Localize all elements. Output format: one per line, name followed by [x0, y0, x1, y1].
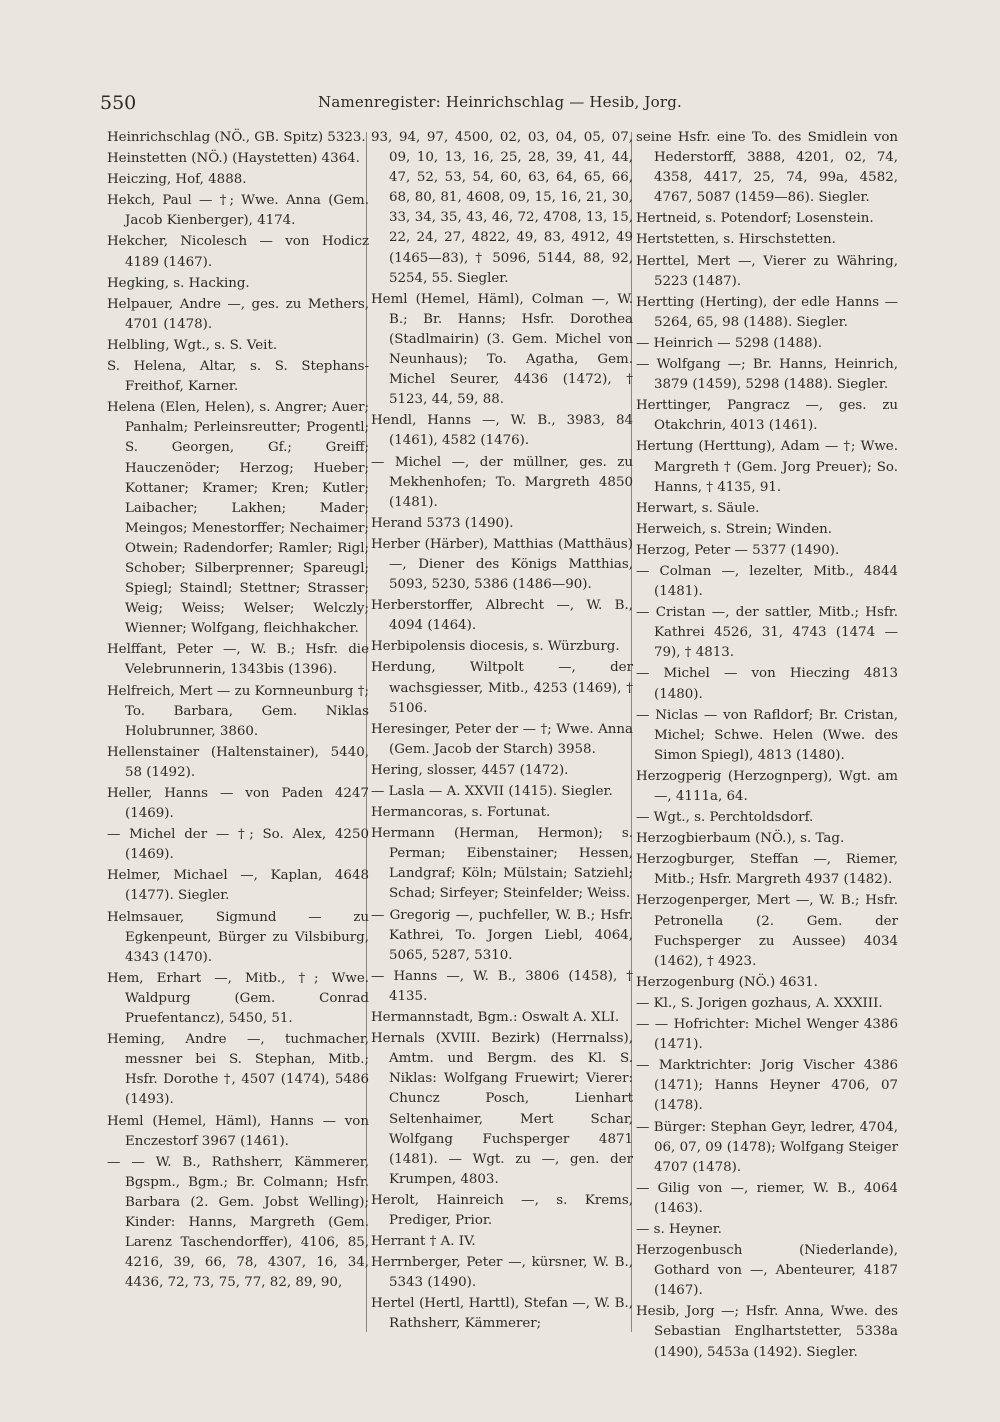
index-entry: Hering, slosser, 4457 (1472).	[371, 762, 569, 778]
index-entry: Hertung (Herttung), Adam — †; Wwe. Margreth † (Gem. Jorg Preuer); So. Hanns, † 4135, 91.	[636, 439, 898, 495]
index-entry: Hertel (Hertl, Harttl), Stefan —, W. B., Rathsherr, Kämmerer;	[371, 1296, 633, 1332]
index-entry: Heresinger, Peter der — †; Wwe. Anna (Gem. Jacob der Starch) 3958.	[371, 721, 633, 757]
index-entry: Hermann (Herman, Hermon); s. Perman; Eibenstainer; Hessen, Landgraf; Köln; Mülstain; Satziehl; Schad; Sirfeyer; Steinfelder; Weiss.	[371, 826, 633, 902]
index-entry: Herzogbierbaum (NÖ.), s. Tag.	[636, 831, 845, 847]
index-entry: Helmsauer, Sigmund — zu Egkenpeunt, Bürger zu Vilsbiburg, 4343 (1470).	[107, 909, 369, 965]
index-entry: — Michel der — †; So. Alex, 4250 (1469).	[107, 827, 369, 863]
index-entry: Herzogenburg (NÖ.) 4631.	[636, 974, 818, 990]
page-number: 550	[100, 92, 137, 114]
index-entry: — Heinrich — 5298 (1488).	[636, 335, 822, 351]
index-entry: Hellenstainer (Haltenstainer), 5440, 58 (1492).	[107, 744, 369, 780]
index-entry: Herdung, Wiltpolt —, der wachsgiesser, Mitb., 4253 (1469), † 5106.	[371, 660, 633, 716]
index-entry: Helbling, Wgt., s. S. Veit.	[107, 337, 278, 353]
index-entry: Hesib, Jorg —; Hsfr. Anna, Wwe. des Sebastian Englhartstetter, 5338a (1490), 5453a (1492). Siegler.	[636, 1304, 898, 1360]
index-entry: seine Hsfr. eine To. des Smidlein von Hederstorff, 3888, 4201, 02, 74, 4358, 4417, 25, 74, 99a, 4582, 4767, 5087 (1459—86). Siegler.	[636, 130, 898, 206]
index-entry: Helena (Elen, Helen), s. Angrer; Auer; Panhalm; Perleinsreutter; Progentl; S. Georgen, Gf.; Greiff; Hauczenöder; Herzog; Hueber; Kottaner; Kramer; Kren; Kutler; Laibacher; Lakhen; Mader; Meingos; Menestorffer; Nechaimer; Otwein; Radendorfer; Ramler; Rigl; Schober; Silberprenner; Spareugl; Spiegl; Staindl; Stettner; Strasser; Weig; Weiss; Welser; Welczly; Wienner; Wolfgang, fleichhakcher.	[107, 400, 369, 637]
index-entry: Herttinger, Pangracz —, ges. zu Otakchrin, 4013 (1461).	[636, 398, 898, 434]
index-column-3	[636, 128, 898, 1364]
index-entry: Herzogenperger, Mert —, W. B.; Hsfr. Petronella (2. Gem. der Fuchsperger zu Aussee) 4034 (1462), † 4923.	[636, 893, 898, 969]
index-entry: Herttel, Mert —, Vierer zu Währing, 5223 (1487).	[636, 253, 898, 289]
index-entry: — s. Heyner.	[636, 1221, 722, 1237]
index-entry: Helmer, Michael —, Kaplan, 4648 (1477). Siegler.	[107, 868, 369, 904]
index-entry: Helpauer, Andre —, ges. zu Methers, 4701 (1478).	[107, 296, 369, 332]
running-title: Namenregister: Heinrichschlag — Hesib, Jorg.	[318, 93, 682, 111]
index-entry: — Colman —, lezelter, Mitb., 4844 (1481).	[636, 563, 898, 600]
index-entry: Herberstorffer, Albrecht —, W. B., 4094 (1464).	[371, 598, 633, 634]
index-entry: Hermannstadt, Bgm.: Oswalt A. XLI.	[371, 1010, 620, 1026]
index-entry: Herrant † A. IV.	[371, 1234, 476, 1250]
index-entry: Heml (Hemel, Häml), Hanns — von Enczestorf 3967 (1461).	[107, 1113, 369, 1149]
index-entry: S. Helena, Altar, s. S. Stephans-Freithof, Karner.	[107, 359, 369, 395]
index-entry: Herzogenbusch (Niederlande), Gothard von —, Abenteurer, 4187 (1467).	[636, 1243, 898, 1299]
index-entry: Hem, Erhart —, Mitb., †; Wwe. Waldpurg (Gem. Conrad Pruefentancz), 5450, 51.	[107, 970, 369, 1027]
index-entry: Herzogburger, Steffan —, Riemer, Mitb.; Hsfr. Margreth 4937 (1482).	[636, 852, 898, 888]
index-entry: Hertneid, s. Potendorf; Losenstein.	[636, 211, 874, 227]
index-column-2	[371, 128, 633, 1336]
index-entry: — Kl., S. Jorigen gozhaus, A. XXXIII.	[636, 995, 883, 1011]
index-entry: Herzogperig (Herzognperg), Wgt. am —, 4111a, 64.	[636, 768, 898, 804]
index-entry: Heml (Hemel, Häml), Colman —, W. B.; Br. Hanns; Hsfr. Dorothea (Stadlmairin) (3. Gem. Michel von Neunhaus); To. Agatha, Gem. Michel Seurer, 4436 (1472), † 5123, 44, 59, 88.	[371, 291, 633, 408]
index-entry: — Marktrichter: Jorig Vischer 4386 (1471); Hanns Heyner 4706, 07 (1478).	[636, 1058, 898, 1114]
index-entry: Hermancoras, s. Fortunat.	[371, 805, 551, 821]
index-entry: Hertting (Herting), der edle Hanns — 5264, 65, 98 (1488). Siegler.	[636, 294, 898, 330]
index-entry: 93, 94, 97, 4500, 02, 03, 04, 05, 07, 09, 10, 13, 16, 25, 28, 39, 41, 44, 47, 52, 53, 54, 60, 63, 64, 65, 66, 68, 80, 81, 4608, 09, 15, 16, 21, 30, 33, 34, 35, 43, 46, 72, 4708, 13, 15, 22, 24, 27, 4822, 49, 83, 4912, 49 (1465—83), † 5096, 5144, 88, 92, 5254, 55. Siegler.	[371, 130, 633, 286]
index-entry: — Michel —, der müllner, ges. zu Mekhenhofen; To. Margreth 4850 (1481).	[371, 454, 633, 510]
index-entry: Heller, Hanns — von Paden 4247 (1469).	[107, 786, 369, 822]
index-entry: — — Hofrichter: Michel Wenger 4386 (1471).	[636, 1017, 898, 1053]
index-entry: Heinstetten (NÖ.) (Haystetten) 4364.	[107, 151, 360, 167]
index-entry: — Hanns —, W. B., 3806 (1458), † 4135.	[371, 968, 633, 1004]
index-entry: Hekch, Paul — †; Wwe. Anna (Gem. Jacob Kienberger), 4174.	[107, 193, 369, 229]
index-entry: — Wgt., s. Perchtoldsdorf.	[636, 810, 814, 826]
index-entry: Herolt, Hainreich —, s. Krems, Prediger, Prior.	[371, 1192, 633, 1228]
index-entry: Herweich, s. Strein; Winden.	[636, 521, 833, 537]
index-entry: — — W. B., Rathsherr, Kämmerer, Bgspm., Bgm.; Br. Colmann; Hsfr. Barbara (2. Gem. Jobst Welling); Kinder: Hanns, Margreth (Gem. Larenz Taschendorffer), 4106, 85, 4216, 39, 66, 78, 4307, 16, 34, 4436, 72, 73, 75, 77, 82, 89, 90,	[107, 1154, 369, 1291]
index-entry: Heinrichschlag (NÖ., GB. Spitz) 5323.	[107, 130, 366, 145]
index-entry: Hendl, Hanns —, W. B., 3983, 84 (1461), 4582 (1476).	[371, 413, 633, 449]
index-entry: — Cristan —, der sattler, Mitb.; Hsfr. Kathrei 4526, 31, 4743 (1474 —79), † 4813.	[636, 605, 898, 661]
index-entry: Hertstetten, s. Hirschstetten.	[636, 232, 836, 248]
index-column-1	[107, 128, 369, 1294]
index-entry: Herzog, Peter — 5377 (1490).	[636, 542, 840, 558]
index-entry: Hegking, s. Hacking.	[107, 275, 250, 291]
index-entry: Helfreich, Mert — zu Kornneunburg †; To. Barbara, Gem. Niklas Holubrunner, 3860.	[107, 683, 369, 739]
index-entry: — Lasla — A. XXVII (1415). Siegler.	[371, 784, 613, 799]
index-entry: Herwart, s. Säule.	[636, 500, 760, 516]
index-entry: — Bürger: Stephan Geyr, ledrer, 4704, 06, 07, 09 (1478); Wolfgang Steiger 4707 (1478).	[636, 1119, 898, 1175]
index-entry: — Gregorig —, puchfeller, W. B.; Hsfr. Kathrei, To. Jorgen Liebl, 4064, 5065, 5287, 5310.	[371, 907, 633, 963]
index-entry: Helffant, Peter —, W. B.; Hsfr. die Velebrunnerin, 1343bis (1396).	[107, 642, 369, 678]
page-header	[100, 92, 900, 116]
index-entry: — Wolfgang —; Br. Hanns, Heinrich, 3879 (1459), 5298 (1488). Siegler.	[636, 357, 898, 393]
index-entry: Herand 5373 (1490).	[371, 515, 514, 531]
index-entry: Hernals (XVIII. Bezirk) (Herrnalss), Amtm. und Bergm. des Kl. S. Niklas: Wolfgang Fruewirt; Vierer: Chuncz Posch, Lienhart Seltenhaimer, Mert Schar, Wolfgang Fuchsperger 4871 (1481). — Wgt. zu —, gen. der Krumpen, 4803.	[371, 1031, 633, 1187]
index-entry: Hekcher, Nicolesch — von Hodicz 4189 (1467).	[107, 234, 369, 270]
index-entry: — Gilig von —, riemer, W. B., 4064 (1463).	[636, 1180, 898, 1216]
index-entry: Herbipolensis diocesis, s. Würzburg.	[371, 639, 620, 655]
index-entry: Heming, Andre —, tuchmacher, messner bei S. Stephan, Mitb.; Hsfr. Dorothe †, 4507 (1474), 5486 (1493).	[107, 1032, 369, 1108]
index-entry: Herber (Härber), Matthias (Matthäus) —, Diener des Königs Matthias, 5093, 5230, 5386 (1486—90).	[371, 536, 633, 593]
index-entry: Herrnberger, Peter —, kürsner, W. B., 5343 (1490).	[371, 1255, 633, 1291]
index-entry: — Michel — von Hieczing 4813 (1480).	[636, 666, 898, 702]
index-entry: Heiczing, Hof, 4888.	[107, 172, 247, 188]
index-entry: — Niclas — von Rafldorf; Br. Cristan, Michel; Schwe. Helen (Wwe. des Simon Spiegl), 4813 (1480).	[636, 707, 898, 763]
